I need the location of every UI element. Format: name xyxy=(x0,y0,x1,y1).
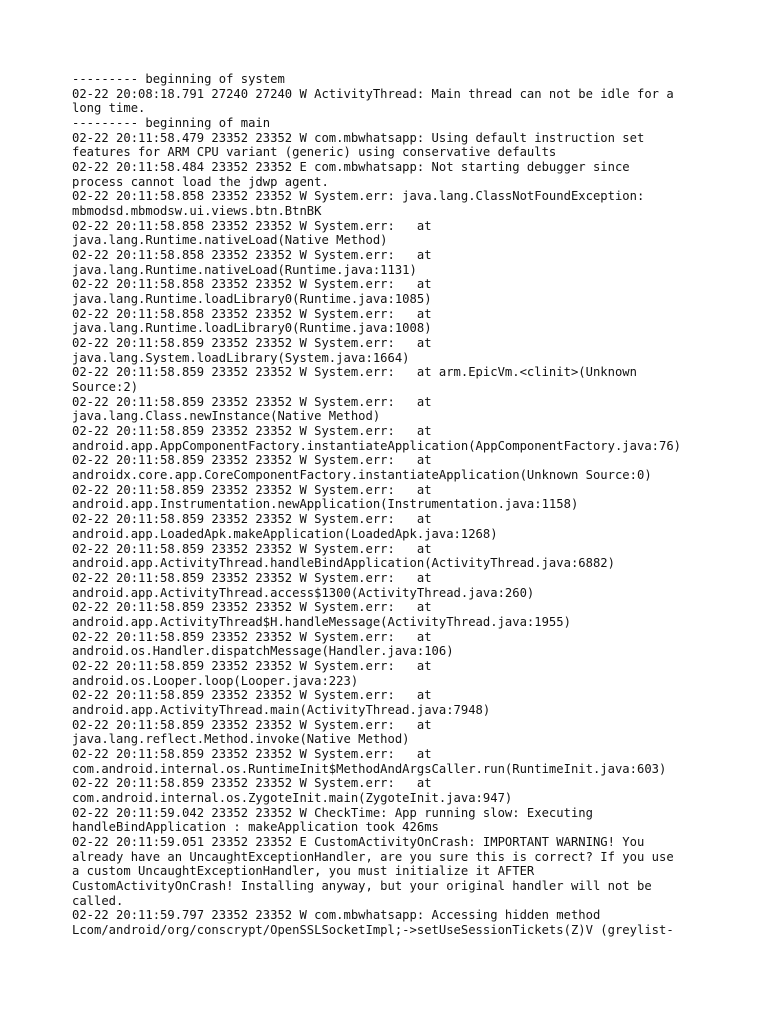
log-line: java.lang.Runtime.loadLibrary0(Runtime.java:1008) xyxy=(72,321,432,336)
log-line: 02-22 20:11:58.858 23352 23352 W System.err: at xyxy=(72,277,432,292)
log-line: com.android.internal.os.RuntimeInit$MethodAndArgsCaller.run(RuntimeInit.java:603) xyxy=(72,761,667,776)
log-line: 02-22 20:11:58.859 23352 23352 W System.err: at xyxy=(72,512,432,527)
log-line: android.app.LoadedApk.makeApplication(LoadedApk.java:1268) xyxy=(72,526,498,541)
log-line: androidx.core.app.CoreComponentFactory.instantiateApplication(Unknown Source:0) xyxy=(72,468,652,483)
log-line: --------- beginning of system xyxy=(72,72,285,86)
log-line: java.lang.System.loadLibrary(System.java:1664) xyxy=(72,350,410,365)
log-line: 02-22 20:11:58.858 23352 23352 W System.err: at xyxy=(72,248,432,263)
log-line: 02-22 20:11:58.859 23352 23352 W System.err: at xyxy=(72,776,432,791)
log-line: 02-22 20:11:58.859 23352 23352 W System.err: at xyxy=(72,600,432,615)
log-line: android.os.Looper.loop(Looper.java:223) xyxy=(72,673,359,688)
log-line: mbmodsd.mbmodsw.ui.views.btn.BtnBK xyxy=(72,204,322,219)
log-line: android.app.ActivityThread.handleBindApplication(ActivityThread.java:6882) xyxy=(72,556,615,571)
log-line: 02-22 20:11:58.859 23352 23352 W System.err: at xyxy=(72,394,432,409)
log-line: --------- beginning of main xyxy=(72,116,271,131)
log-line: 02-22 20:11:58.484 23352 23352 E com.mbwhatsapp: Not starting debugger since xyxy=(72,160,630,175)
log-line: 02-22 20:11:58.859 23352 23352 W System.err: at xyxy=(72,746,432,761)
log-line: java.lang.reflect.Method.invoke(Native Method) xyxy=(72,732,410,747)
log-line: android.app.AppComponentFactory.instantiateApplication(AppComponentFactory.java:76) xyxy=(72,438,682,453)
log-line: android.app.ActivityThread.main(ActivityThread.java:7948) xyxy=(72,702,491,717)
log-line: a custom UncaughtExceptionHandler, you must initialize it AFTER xyxy=(72,864,535,879)
log-line: 02-22 20:11:59.797 23352 23352 W com.mbwhatsapp: Accessing hidden method xyxy=(72,908,601,923)
log-document xyxy=(72,72,712,938)
log-line: android.app.ActivityThread$H.handleMessage(ActivityThread.java:1955) xyxy=(72,614,571,629)
log-line: 02-22 20:11:58.859 23352 23352 W System.err: at xyxy=(72,336,432,351)
log-line: 02-22 20:08:18.791 27240 27240 W ActivityThread: Main thread can not be idle for a xyxy=(72,86,674,101)
log-line: already have an UncaughtExceptionHandler, are you sure this is correct? If you use xyxy=(72,849,674,864)
log-line: 02-22 20:11:58.479 23352 23352 W com.mbwhatsapp: Using default instruction set xyxy=(72,130,645,145)
log-line: 02-22 20:11:58.858 23352 23352 W System.err: at xyxy=(72,306,432,321)
log-line: CustomActivityOnCrash! Installing anyway, but your original handler will not be xyxy=(72,878,652,893)
log-line: 02-22 20:11:58.859 23352 23352 W System.err: at xyxy=(72,688,432,703)
log-line: 02-22 20:11:58.859 23352 23352 W System.err: at xyxy=(72,541,432,556)
log-line: 02-22 20:11:58.859 23352 23352 W System.err: at xyxy=(72,658,432,673)
log-line: 02-22 20:11:58.859 23352 23352 W System.err: at arm.EpicVm.<clinit>(Unknown xyxy=(72,365,637,380)
log-line: 02-22 20:11:58.859 23352 23352 W System.err: at xyxy=(72,629,432,644)
log-line: android.app.ActivityThread.access$1300(ActivityThread.java:260) xyxy=(72,585,535,600)
log-line: handleBindApplication : makeApplication took 426ms xyxy=(72,820,439,835)
log-line: 02-22 20:11:59.051 23352 23352 E CustomActivityOnCrash: IMPORTANT WARNING! You xyxy=(72,834,645,849)
log-line: java.lang.Runtime.nativeLoad(Runtime.java:1131) xyxy=(72,262,417,277)
log-line: 02-22 20:11:58.858 23352 23352 W System.err: at xyxy=(72,218,432,233)
log-line: Source:2) xyxy=(72,380,139,395)
log-line: called. xyxy=(72,893,124,908)
log-line: long time. xyxy=(72,101,146,116)
log-line: Lcom/android/org/conscrypt/OpenSSLSocketImpl;->setUseSessionTickets(Z)V (greylist- xyxy=(72,922,674,937)
log-line: 02-22 20:11:58.859 23352 23352 W System.err: at xyxy=(72,717,432,732)
log-line: com.android.internal.os.ZygoteInit.main(ZygoteInit.java:947) xyxy=(72,790,513,805)
log-line: android.os.Handler.dispatchMessage(Handler.java:106) xyxy=(72,644,454,659)
log-line: java.lang.Runtime.nativeLoad(Native Method) xyxy=(72,233,388,248)
log-line: 02-22 20:11:59.042 23352 23352 W CheckTime: App running slow: Executing xyxy=(72,805,593,820)
log-line: 02-22 20:11:58.859 23352 23352 W System.err: at xyxy=(72,482,432,497)
log-line: 02-22 20:11:58.859 23352 23352 W System.err: at xyxy=(72,453,432,468)
log-line: features for ARM CPU variant (generic) using conservative defaults xyxy=(72,145,557,160)
log-line: process cannot load the jdwp agent. xyxy=(72,174,329,189)
log-line: java.lang.Class.newInstance(Native Method) xyxy=(72,409,381,424)
log-line: 02-22 20:11:58.859 23352 23352 W System.err: at xyxy=(72,424,432,439)
log-line: 02-22 20:11:58.858 23352 23352 W System.err: java.lang.ClassNotFoundException: xyxy=(72,189,645,204)
log-line: 02-22 20:11:58.859 23352 23352 W System.err: at xyxy=(72,570,432,585)
log-line: android.app.Instrumentation.newApplication(Instrumentation.java:1158) xyxy=(72,497,579,512)
log-line: java.lang.Runtime.loadLibrary0(Runtime.java:1085) xyxy=(72,292,432,307)
